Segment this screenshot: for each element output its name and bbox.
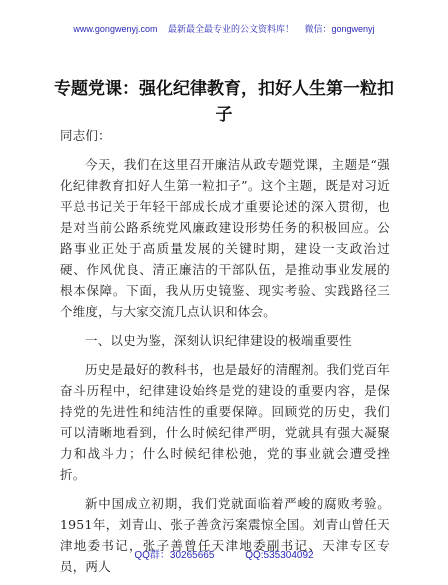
site-tagline: 最新最全最专业的公文资料库！ — [167, 24, 294, 34]
page-header — [0, 22, 448, 35]
paragraph-history: 历史是最好的教科书，也是最好的清醒剂。我们党百年奋斗历程中，纪律建设始终是党的建设的重要内容，是保持党的先进性和纯洁性的重要保障。回顾党的历史，我们可以清晰地看到，什么时候纪律严明，党就具有强大凝聚力和战斗力；什么时候纪律松弛，党的事业就会遭受挫折。 — [60, 362, 390, 482]
section-heading-1: 一、以史为鉴，深刻认识纪律建设的极端重要性 — [85, 333, 352, 348]
document-body — [60, 125, 390, 585]
greeting: 同志们： — [60, 128, 111, 143]
paragraph-intro: 今天，我们在这里召开廉洁从政专题党课，主题是“强化纪律教育扣好人生第一粒扣子”。这个主题，既是对习近平总书记关于年轻干部成长成才重要论述的深入贯彻，也是对当前公路系统党风廉政建设形势任务的积极回应。公路事业正处于高质量发展的关键时期，建设一支政治过硬、作风优良、清正廉洁的干部队伍，是推动事业发展的根本保障。下面，我从历史镜鉴、现实考验、实践路径三个维度，与大家交流几点认识和体会。 — [60, 157, 390, 319]
qq-contact: QQ:535304092 — [245, 550, 314, 561]
site-url[interactable]: www.gongwenyj.com — [73, 24, 158, 34]
paragraph-early-prc: 新中国成立初期，我们党就面临着严峻的腐败考验。1951年，刘青山、张子善贪污案震惊全国。刘青山曾任天津地委书记，张子善曾任天津地委副书记、天津专区专员，两人 — [60, 496, 390, 574]
page-footer — [0, 546, 448, 561]
qq-group: QQ群：30265665 — [134, 550, 215, 561]
wechat-id: 微信：gongwenyj — [304, 24, 375, 34]
document-title: 专题党课：强化纪律教育，扣好人生第一粒扣子 — [54, 79, 394, 125]
